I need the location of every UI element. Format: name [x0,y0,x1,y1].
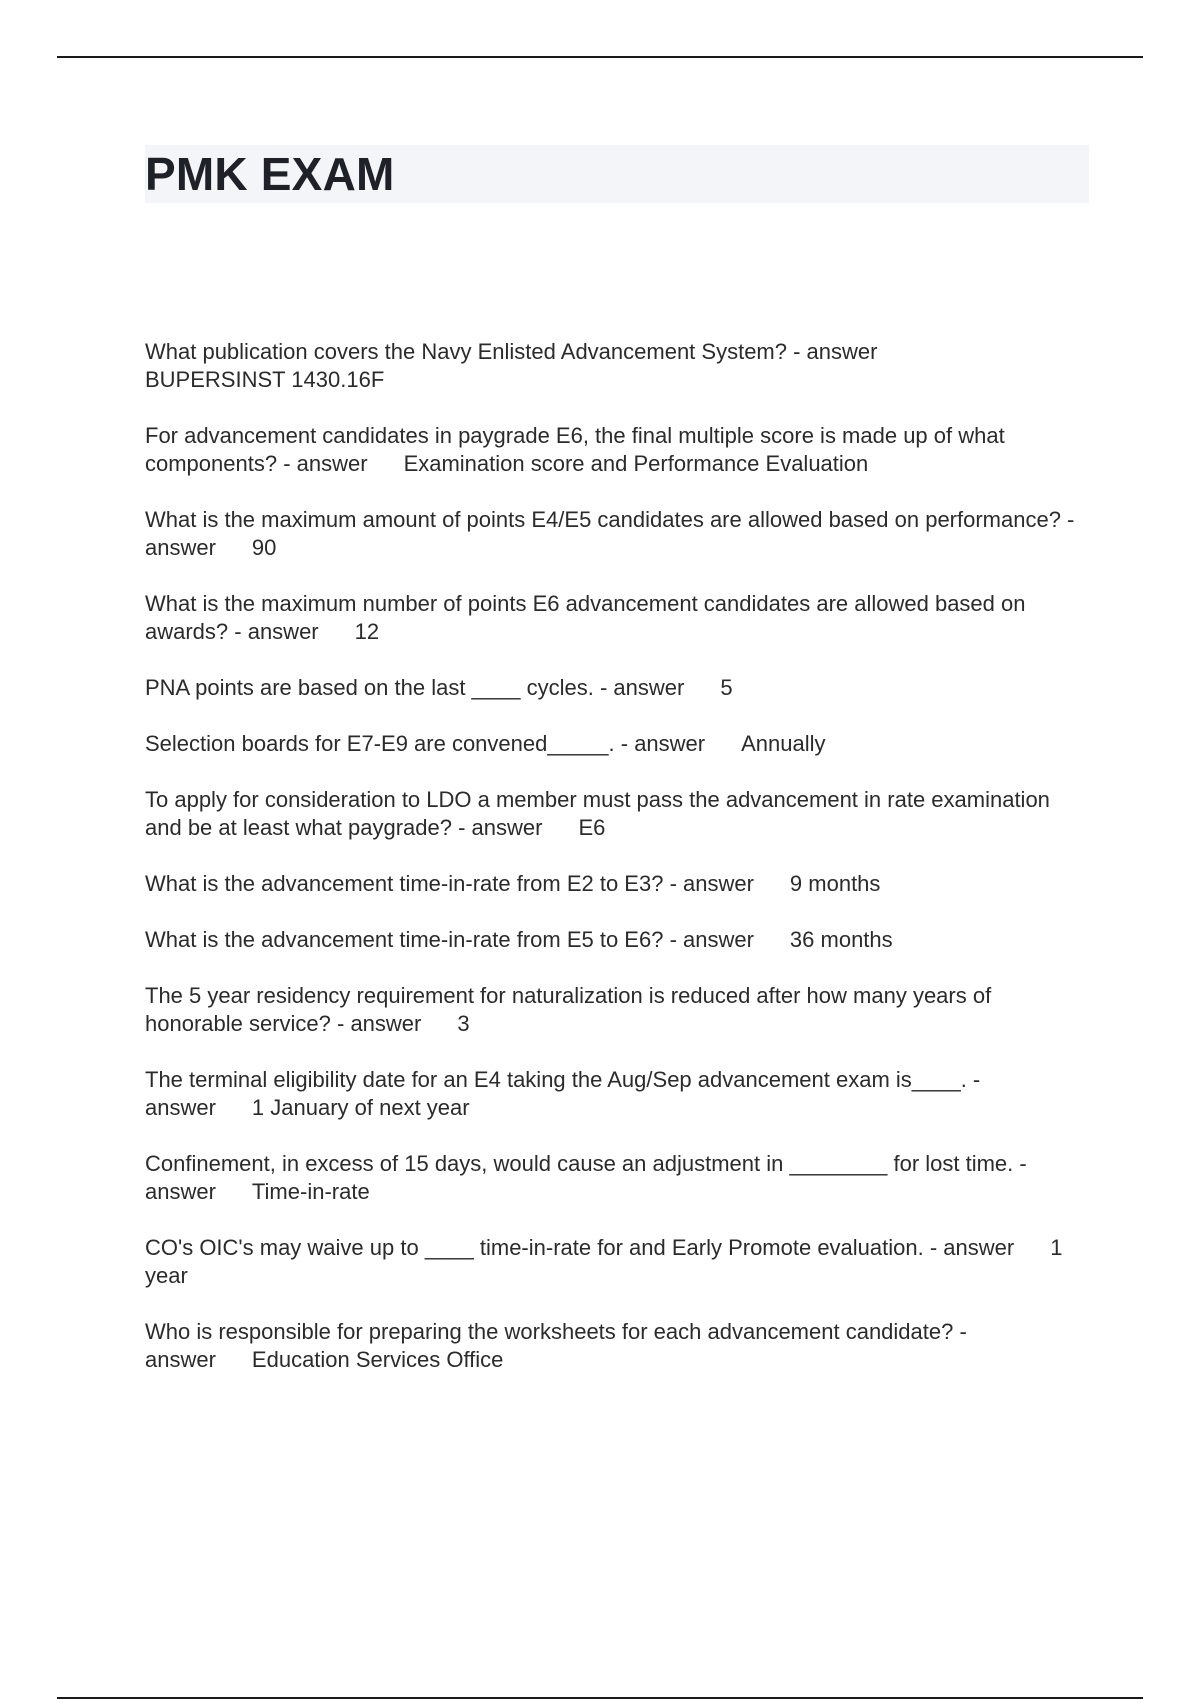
qa-item-9 [145,926,1090,954]
answer-text: 36 months [789,927,893,952]
qa-item-6 [145,730,1090,758]
qa-list [145,338,1090,1402]
qa-item-14 [145,1318,1090,1374]
question-text: What is the maximum number of points E6 advancement candidates are allowed based on awards? - answer [145,591,1026,644]
question-text: What is the advancement time-in-rate from E2 to E3? - answer [145,871,754,896]
answer-text: 1 January of next year [251,1095,470,1120]
question-text: Selection boards for E7-E9 are convened_____. - answer [145,731,706,756]
qa-item-11 [145,1066,1090,1122]
answer-text: 12 [354,619,380,644]
bottom-divider [57,1697,1143,1699]
answer-text: Examination score and Performance Evaluation [403,451,869,476]
question-text: The terminal eligibility date for an E4 taking the Aug/Sep advancement exam is____. - answer [145,1067,981,1120]
question-text: For advancement candidates in paygrade E6, the final multiple score is made up of what components? - answer [145,423,1005,476]
qa-item-7 [145,786,1090,842]
answer-text: Time-in-rate [251,1179,370,1204]
answer-text: 3 [457,1011,470,1036]
question-text: The 5 year residency requirement for naturalization is reduced after how many years of honorable service? - answer [145,983,992,1036]
question-text: What is the maximum amount of points E4/E5 candidates are allowed based on performance? - answer [145,507,1075,560]
question-text: PNA points are based on the last ____ cycles. - answer [145,675,685,700]
question-text: What publication covers the Navy Enlisted Advancement System? - answer [145,339,878,364]
answer-text: 1 year [145,1235,1063,1288]
question-text: Who is responsible for preparing the worksheets for each advancement candidate? - answer [145,1319,967,1372]
answer-text: Annually [741,731,826,756]
top-divider [57,56,1143,58]
qa-item-3 [145,506,1090,562]
qa-item-12 [145,1150,1090,1206]
page-title: PMK EXAM [145,148,395,200]
answer-text: E6 [578,815,606,840]
answer-text: BUPERSINST 1430.16F [145,367,385,392]
answer-text: 5 [720,675,733,700]
question-text: Confinement, in excess of 15 days, would cause an adjustment in ________ for lost time. - answer [145,1151,1027,1204]
answer-text: 90 [251,535,277,560]
qa-item-10 [145,982,1090,1038]
qa-item-5 [145,674,1090,702]
question-text: What is the advancement time-in-rate from E5 to E6? - answer [145,927,754,952]
qa-item-8 [145,870,1090,898]
answer-text: Education Services Office [251,1347,504,1372]
qa-item-4 [145,590,1090,646]
question-text: To apply for consideration to LDO a member must pass the advancement in rate examination and be at least what paygrade? - answer [145,787,1050,840]
question-text: CO's OIC's may waive up to ____ time-in-rate for and Early Promote evaluation. - answer [145,1235,1015,1260]
qa-item-2 [145,422,1090,478]
answer-text: 9 months [789,871,881,896]
qa-item-13 [145,1234,1090,1290]
qa-item-1 [145,338,1090,394]
